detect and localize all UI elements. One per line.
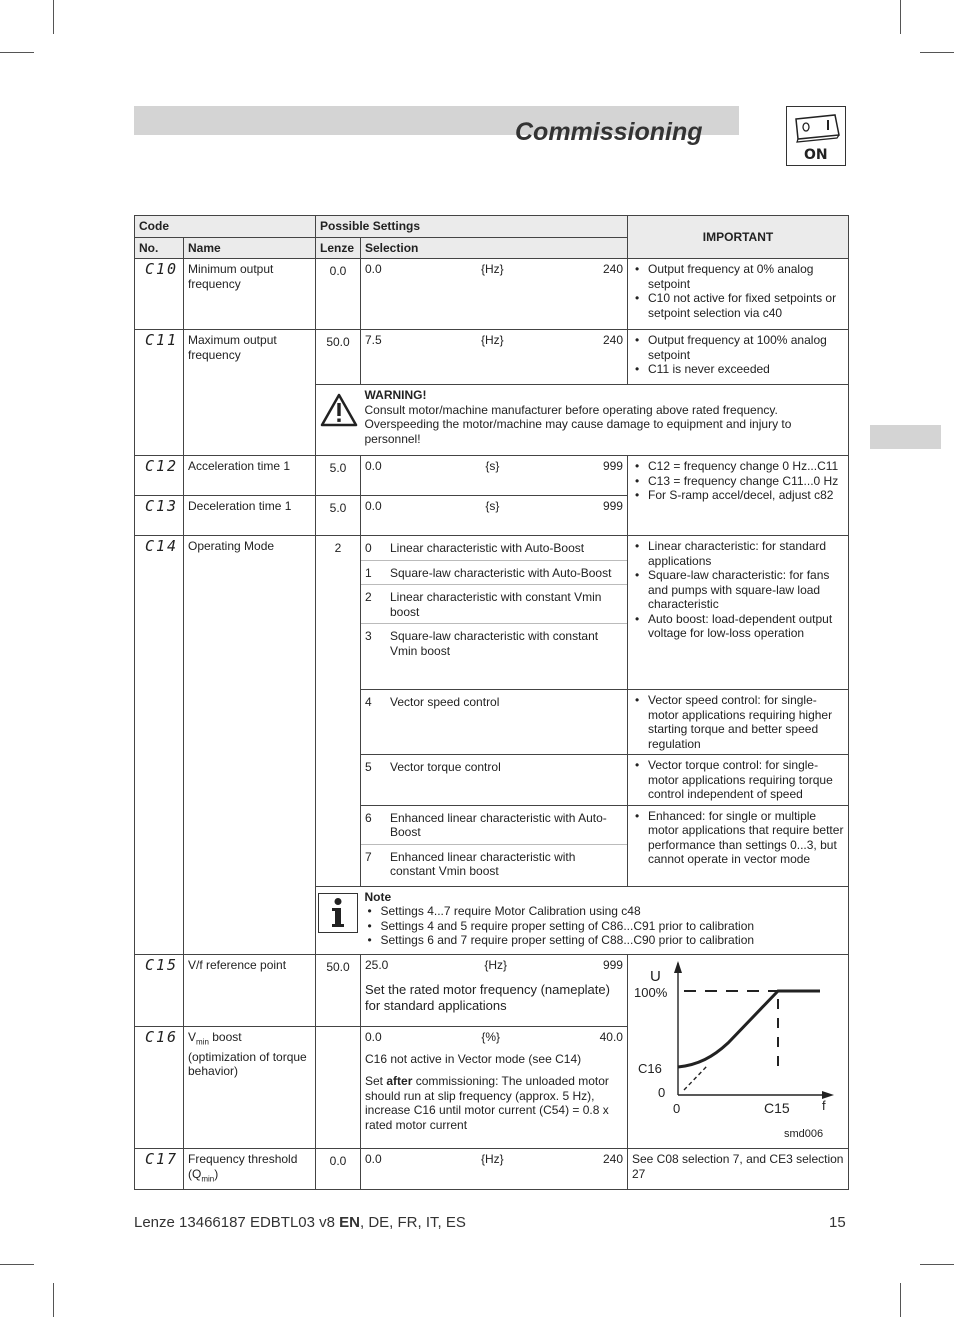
- crop-mark: [900, 0, 901, 34]
- option-text: Vector torque control: [390, 760, 501, 774]
- lenze-c10: 0.0: [316, 259, 361, 330]
- option-number: 6: [365, 810, 372, 825]
- sel-unit: {Hz}: [480, 333, 504, 347]
- col-selection: Selection: [361, 237, 628, 259]
- sel-min: 0.0: [365, 499, 382, 513]
- important-item: • Enhanced: for single or multiple motor applications that require better performance than settings 0...3, but cannot operate in vector mode: [632, 809, 844, 867]
- crop-mark: [0, 1264, 34, 1265]
- sel-min: 0.0: [365, 459, 382, 473]
- sel-max: 40.0: [599, 1030, 623, 1045]
- c15-description: Set the rated motor frequency (nameplate) for standard applications: [365, 982, 610, 1013]
- lenze-c15: 50.0: [316, 954, 361, 1027]
- page-title: Commissioning: [515, 118, 703, 146]
- sel-max: 999: [602, 957, 623, 972]
- option-number: 1: [365, 565, 372, 580]
- option-number: 3: [365, 629, 372, 643]
- label-zero-x: 0: [673, 1100, 681, 1116]
- lenze-c17: 0.0: [316, 1149, 361, 1190]
- option-text: Vector speed control: [390, 695, 500, 709]
- sel-min: 0.0: [365, 262, 382, 276]
- vf-characteristic-diagram: [628, 955, 848, 1145]
- page-number: 15: [829, 1214, 846, 1231]
- sel-min: 7.5: [365, 333, 382, 347]
- name-c10: Minimum output frequency: [184, 259, 316, 330]
- name-c17: Frequency threshold $(Q_{min})$: [184, 1149, 316, 1190]
- row-c10: [135, 259, 849, 330]
- option-text: Enhanced linear characteristic with constant Vmin boost: [390, 849, 576, 878]
- option-number: 2: [365, 590, 372, 604]
- col-name: Name: [184, 237, 316, 259]
- important-item: • Vector speed control: for single-motor applications requiring higher starting torque and better speed regulation: [632, 693, 844, 751]
- code-c14: C14: [145, 537, 179, 555]
- important-item: • C13 = frequency change C11...0 Hz: [632, 474, 844, 489]
- sel-max: 240: [602, 262, 623, 276]
- code-c10: C10: [145, 260, 179, 278]
- crop-mark: [900, 1283, 901, 1317]
- row-c15: [135, 954, 849, 1027]
- option-text: Linear characteristic with Auto-Boost: [390, 541, 585, 555]
- option-text: Square-law characteristic with Auto-Boost: [390, 565, 612, 580]
- parameter-table: [134, 215, 849, 1190]
- c16-desc1: C16 not active in Vector mode (see C14): [365, 1051, 582, 1066]
- warning-title: WARNING!: [364, 388, 427, 402]
- axis-label-f: f: [822, 1097, 826, 1113]
- sel-unit: {Hz}: [480, 262, 504, 276]
- label-zero-y: 0: [658, 1084, 666, 1100]
- label-c15: C15: [764, 1099, 790, 1116]
- sel-max: 240: [602, 1152, 623, 1166]
- important-item: • C11 is never exceeded: [632, 362, 844, 377]
- name-c15: V/f reference point: [184, 954, 316, 1027]
- option-number: 0: [365, 541, 372, 555]
- note-title: Note: [364, 889, 392, 904]
- c16-desc2: Set after commissioning: The unloaded motor should run at slip frequency (approx. 5 Hz), increase C16 until motor current (C54) = 0.8 x rated motor current: [365, 1074, 609, 1132]
- warning-line: Consult motor/machine manufacturer before operating above rated frequency.: [364, 402, 778, 417]
- crop-mark: [53, 1283, 54, 1317]
- note-item: • Settings 6 and 7 require proper setting of C88...C90 prior to calibration: [365, 933, 845, 948]
- warning-icon: [320, 393, 358, 427]
- code-c16: C16: [145, 1028, 179, 1047]
- sel-min: 0.0: [365, 1152, 382, 1166]
- sel-unit: {%}: [481, 1030, 500, 1045]
- crop-mark: [920, 1264, 954, 1265]
- name-c11: Maximum output frequency: [184, 330, 316, 456]
- option-number: 7: [365, 849, 372, 864]
- code-c17: C17: [145, 1150, 179, 1168]
- sel-min: 0.0: [365, 1030, 382, 1045]
- code-c15: C15: [145, 955, 179, 974]
- important-item: • Output frequency at 0% analog setpoint: [632, 262, 844, 291]
- side-tab: [870, 425, 941, 449]
- warning-line: Overspeeding the motor/machine may cause damage to equipment and injury to personnel!: [364, 417, 792, 446]
- sel-min: 25.0: [365, 957, 389, 972]
- row-c17: [135, 1149, 849, 1190]
- label-c16: C16: [638, 1060, 662, 1076]
- crop-mark: [920, 52, 954, 53]
- sel-unit: {s}: [485, 459, 500, 473]
- lenze-c14: 2: [316, 536, 361, 887]
- name-c12: Acceleration time 1: [184, 456, 316, 496]
- col-important: IMPORTANT: [628, 216, 849, 259]
- important-item: • Linear characteristic: for standard applications: [632, 539, 844, 568]
- power-on-icon: [786, 106, 846, 166]
- sel-unit: {Hz}: [480, 1152, 504, 1166]
- important-c17: See C08 selection 7, and CE3 selection 27: [628, 1149, 849, 1190]
- code-c12: C12: [145, 457, 179, 475]
- col-code: Code: [135, 216, 316, 238]
- footer-doc-info: Lenze 13466187 EDBTL03 v8 EN, DE, FR, IT, ES: [134, 1214, 466, 1231]
- note-item: • Settings 4 and 5 require proper setting of C86...C91 prior to calibration: [365, 919, 845, 934]
- axis-label-u: U: [650, 967, 661, 985]
- name-c16: $V_{min}$ boost (optimization of torque behavior): [184, 1027, 316, 1149]
- sel-max: 999: [602, 499, 623, 513]
- sel-max: 240: [602, 333, 623, 347]
- important-item: • Auto boost: load-dependent output voltage for low-loss operation: [632, 612, 844, 641]
- lenze-c13: 5.0: [316, 496, 361, 536]
- lenze-c16: [316, 1027, 361, 1149]
- row-c12: [135, 456, 849, 496]
- option-text: Linear characteristic with constant Vmin boost: [390, 590, 602, 619]
- row-c11: [135, 330, 849, 385]
- option-number: 4: [365, 695, 372, 709]
- important-item: • Vector torque control: for single-motor applications requiring torque control independent of speed: [632, 758, 844, 802]
- name-c14: Operating Mode: [184, 536, 316, 955]
- label-100pct: 100%: [634, 984, 668, 1000]
- col-no: No.: [135, 237, 184, 259]
- important-item: • Square-law characteristic: for fans and pumps with square-law load characteristic: [632, 568, 844, 612]
- option-text: Square-law characteristic with constant Vmin boost: [390, 629, 599, 658]
- important-item: • C10 not active for fixed setpoints or setpoint selection via c40: [632, 291, 844, 320]
- on-label: ON: [804, 147, 828, 163]
- lenze-c12: 5.0: [316, 456, 361, 496]
- sel-unit: {s}: [485, 499, 500, 513]
- note-item: • Settings 4...7 require Motor Calibration using c48: [365, 904, 845, 919]
- option-number: 5: [365, 760, 372, 774]
- col-lenze: Lenze: [316, 237, 361, 259]
- code-c11: C11: [145, 331, 179, 349]
- sel-max: 999: [602, 459, 623, 473]
- crop-mark: [53, 0, 54, 34]
- name-c13: Deceleration time 1: [184, 496, 316, 536]
- row-c14: [135, 536, 849, 690]
- important-item: • Output frequency at 100% analog setpoint: [632, 333, 844, 362]
- info-icon: [318, 893, 358, 933]
- col-possible: Possible Settings: [316, 216, 628, 238]
- sel-unit: {Hz}: [484, 957, 507, 972]
- important-item: • For S-ramp accel/decel, adjust c82: [632, 488, 844, 503]
- code-c13: C13: [145, 497, 179, 515]
- figure-ref: smd006: [784, 1127, 824, 1140]
- crop-mark: [0, 52, 34, 53]
- option-text: Enhanced linear characteristic with Auto-Boost: [390, 810, 607, 839]
- lenze-c11: 50.0: [316, 330, 361, 385]
- important-item: • C12 = frequency change 0 Hz...C11: [632, 459, 844, 474]
